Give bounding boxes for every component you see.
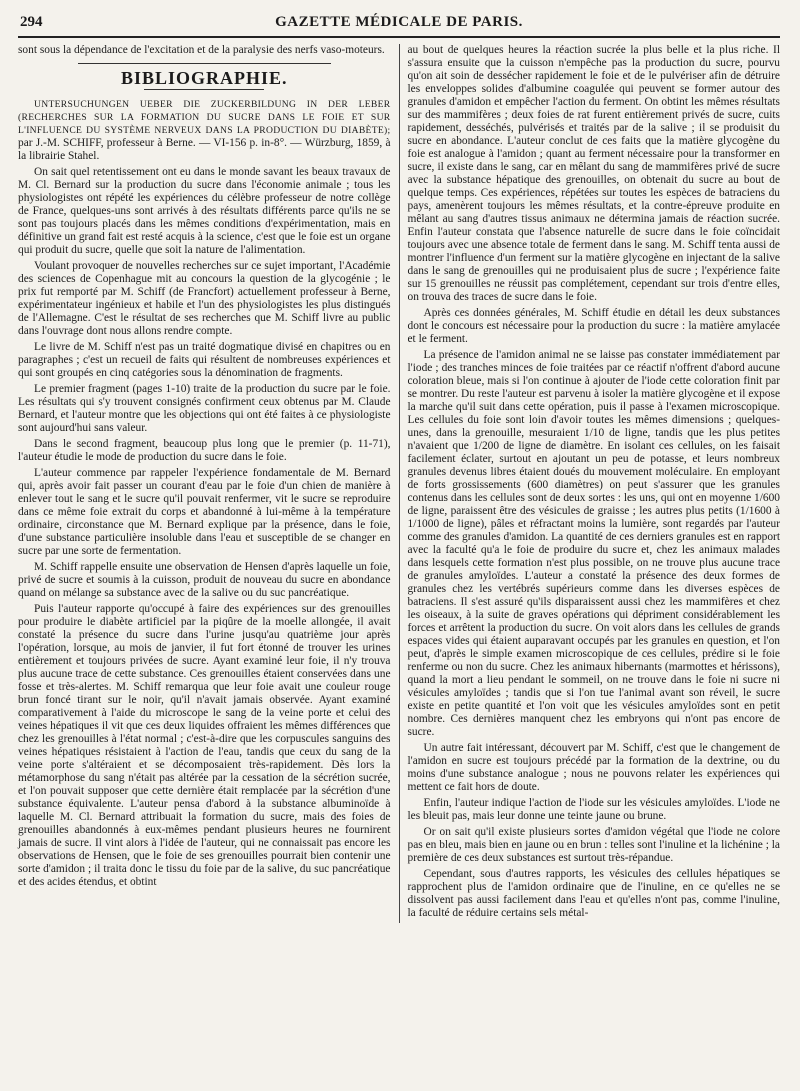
paragraph: On sait quel retentissement ont eu dans le monde savant les beaux travaux de M. Cl. Bernard sur la production du sucre dans l'économie animale ; tous les physiologistes ont répété les expériences du célèbre professeur de notre collège de France, quelques-uns sont arrivés à des résultats différents parce qu'ils ne se sont pas toujours placés dans les mêmes conditions d'expérimentation, mais en définitive un grand fait est resté acquis à la science, c'est que le foie est un organe qui produit du sucre, quelle que soit la nature de l'alimentation. <box>18 166 391 256</box>
paragraph: Un autre fait intéressant, découvert par M. Schiff, c'est que le changement de l'amidon en sucre est toujours précédé par la formation de la dextrine, ou du moins d'une substance analogue ; nous ne pouvons relater les expériences qui mettent ce fait hors de doute. <box>407 742 780 793</box>
citation-details: par J.-M. SCHIFF, professeur à Berne. — VI-156 p. in-8°. — Würzburg, 1859, à la librairie Stahel. <box>18 137 391 162</box>
paragraph: M. Schiff rappelle ensuite une observation de Hensen d'après laquelle un foie, privé de sucre et soumis à la cuisson, produit de nouveau du sucre en abondance quand on mélange sa substance avec de la salive ou du suc pancréatique. <box>18 561 391 599</box>
carry-over-text: sont sous la dépendance de l'excitation et de la paralysie des nerfs vaso-moteurs. <box>18 44 385 56</box>
paragraph: La présence de l'amidon animal ne se laisse pas constater immédiatement par l'iode ; des tranches minces de foie traitées par ce réactif n'offrent d'abord aucune coloration bleue, mais si l'on continue à ajouter de l'iode cette coloration finit par se montrer. Du reste l'auteur est parvenu à isoler la matière glycogène et il expose la marche qu'il suit dans cette opération, puis il passe à l'examen microscopique. Les cellules du foie sont loin d'avoir toutes les mêmes dimensions ; quelques-unes, dans la grenouille, mesuraient 1/10 de ligne, tandis que les plus petites n'avaient que 1/200 de ligne de diamètre. En isolant ces cellules, on les faisait facilement éclater, surtout en ajoutant un peu de potasse, et leurs nombreux granules devenus libres étaient doués du mouvement moléculaire. En employant de forts grossissements (600 diamètres) on peut s'assurer que les granules contenus dans les cellules sont de deux sortes : les uns, qui ont en moyenne 1/600 de ligne, paraissent être des vésicules de graisse ; les autres plus petits (1/1600 à 1/1000 de ligne), pâles et réfractant moins la lumière, sont regardés par l'auteur comme des granules d'amidon. La quantité de ces derniers granules est en rapport avec la faculté qu'a le foie de produire du sucre et, chez les animaux malades dans lesquels cette formation n'est plus possible, on ne trouve plus aucune trace de granules amyloïdes. L'auteur a constaté la présence des deux formes de granules chez les vertébrés supérieurs comme dans les diverses espèces de batraciens. Il s'est assuré qu'ils disparaissent aussi chez les mammifères et chez les oiseaux, à la suite de graves opérations qui dépriment considérablement les forces et arrêtent la production du sucre. On voit alors dans les cellules de grands espaces vides qui étaient auparavant occupés par les granules en question, et l'on peut, d'après le simple examen microscopique de ces cellules, prédire si le foie renferme ou non du sucre. Chez les animaux hibernants (marmottes et hérissons), quand la mort a lieu pendant le sommeil, on ne trouve dans le foie ni sucre ni vésicules amyloïdes ; tandis que si l'on tue l'animal avant son réveil, le sucre existe en petite quantité et l'on voit que les vésicules amyloïdes sont en petit nombre. Ces dernières manquent chez les embryons qui n'ont pas encore de sucre. <box>407 349 780 738</box>
paragraph: Cependant, sous d'autres rapports, les vésicules des cellules hépatiques se rapprochent plus de l'amidon ordinaire que de l'inuline, en ce qu'elles ne se dissolvent pas aussi facilement dans l'eau et qu'elles n'ont pas, comme l'inuline, la faculté de réduire certains sels métal- <box>407 868 780 919</box>
paragraph: Voulant provoquer de nouvelles recherches sur ce sujet important, l'Académie des sciences de Copenhague mit au concours la question de la glycogénie ; le prix fut remporté par M. Schiff (de Francfort) actuellement professeur à Berne, expérimentateur ingénieux et habile et l'un des physiologistes les plus distingués de l'Allemagne. C'est le résultat de ses recherches que M. Schiff livre au public dans l'ouvrage dont nous allons rendre compte. <box>18 260 391 337</box>
paragraph: Le premier fragment (pages 1-10) traite de la production du sucre par le foie. Les résultats qui s'y trouvent consignés confirment ceux obtenus par M. Claude Bernard, et l'auteur montre que les objections qui ont été faites à ce physiologiste sont aujourd'hui sans valeur. <box>18 383 391 434</box>
paragraph: Or on sait qu'il existe plusieurs sortes d'amidon végétal que l'iode ne colore pas en bleu, mais bien en jaune ou en brun : telles sont l'inuline et la lichénine ; la première de ces deux substances est surtout très-répandue. <box>407 826 780 864</box>
page-number: 294 <box>20 14 43 30</box>
page-header <box>18 12 780 38</box>
paragraph: Dans le second fragment, beaucoup plus long que le premier (p. 11-71), l'auteur étudie le mode de production du sucre dans le foie. <box>18 438 391 463</box>
left-column <box>18 44 399 923</box>
section-title: BIBLIOGRAPHIE. <box>120 68 288 88</box>
paragraph: Enfin, l'auteur indique l'action de l'iode sur les vésicules amyloïdes. L'iode ne les bleuit pas, mais leur donne une teinte jaune ou brune. <box>407 797 780 822</box>
title-underline <box>144 89 264 90</box>
paragraph: Après ces données générales, M. Schiff étudie en détail les deux substances dont le concours est nécessaire pour la production du sucre : la matière amylacée et le ferment. <box>407 307 780 345</box>
paragraph: au bout de quelques heures la réaction sucrée la plus belle et la plus riche. Il s'assura ensuite que la cuisson n'empêche pas la production du sucre, pourvu qu'on ait soin de dessécher rapidement le foie et de le pulvériser afin de détruire les enveloppes solides d'albumine coagulée qui peuvent se former autour des granules d'amidon et empêcher l'action du ferment. On obtint les mêmes résultats sur des mammifères ; deux foies de rat furent entièrement privés de sucre, cuits rapidement, desséchés, pulvérisés et traités par de la salive ; il se produisit du sucre en abondance. L'auteur conclut de ces faits que la matière glycogène du foie est analogue à l'amidon ; quant au ferment nécessaire pour la transformer en sucre, il existe dans le sang, car en mêlant du sang de mammifères privé de sucre avec la substance hépatique des grenouilles, on obtenait du sucre au bout de quelque temps. Ces expériences, répétées sur toutes les espèces de batraciens du pays, amenèrent toujours les mêmes résultats, et la contre-épreuve produite en mêlant au sang d'autres tissus animaux ne détermina jamais de réaction sucrée. Enfin l'auteur constata que l'absence naturelle de sucre dans le foie coïncidait toujours avec une absence totale de ferment dans le sang. M. Schiff tenta aussi de montrer l'influence d'un ferment sur la matière glycogène en injectant de la salive dans le sang de grenouilles qui ne produisaient plus de sucre ; l'expérience faite sur 15 grenouilles ne réussit pas complétement, cependant sur trois d'entre elles, on trouva des traces de sucre dans le foie. <box>407 44 780 303</box>
journal-title: GAZETTE MÉDICALE DE PARIS. <box>275 14 523 30</box>
separator-rule <box>78 63 331 64</box>
citation-title: UNTERSUCHUNGEN UEBER DIE ZUCKERBILDUNG IN DER LEBER (RECHERCHES SUR LA FORMATION DU SUCRE DANS LE FOIE ET SUR L'INFLUENCE DU SYSTÈME NERVEUX DANS LA PRODUCTION DU DIABÈTE); <box>18 99 391 136</box>
paragraph: L'auteur commence par rappeler l'expérience fondamentale de M. Bernard qui, après avoir fait passer un courant d'eau par le foie d'un chien de manière à enlever tout le sang et le sucre qu'il pouvait renfermer, vit le sucre se reproduire dans ce même foie extrait du corps et abandonné à lui-même à la température ordinaire, circonstance que M. Bernard explique par la présence, dans le foie, d'une substance particulière insoluble dans l'eau et susceptible de se changer en sucre par une sorte de fermentation. <box>18 467 391 557</box>
paragraph: Puis l'auteur rapporte qu'occupé à faire des expériences sur des grenouilles pour produire le diabète artificiel par la piqûre de la moelle allongée, il avait constaté la présence du sucre dans l'urine jusqu'au quatrième jour après l'opération, lorsque, au mois de janvier, il fut fort étonné de trouver les urines entièrement et toujours privées de sucre. Ayant examiné leur foie, il n'y trouva plus aucune trace de cette substance. Ces grenouilles étaient conservées dans une fosse et très-alertes. M. Schiff remarqua que leur foie avait une couleur rouge brun foncé tirant sur le noir, qu'il n'avait jamais observée. Ayant examiné comparativement à l'aide du microscope le sang de la veine porte et celui des veines hépatiques il vit que ces deux liquides offraient les mêmes différences que chez les grenouilles à l'état normal ; c'est-à-dire que les corpuscules sanguins des veines hépatiques résistaient à l'action de l'eau, tandis que ceux du sang de la veine porte s'altéraient et se décomposaient très-rapidement. Dès lors la métamorphose du sang n'était pas altérée par la cessation de la sécrétion sucrée, et l'on pouvait supposer que cette dernière était remplacée par la sécrétion d'une substance équivalente. L'auteur pensa d'abord à la substance albuminoïde à laquelle M. Cl. Bernard attribuait la formation du sucre, mais des foies de grenouilles abandonnés à eux-mêmes pendant plusieurs heures ne fournirent jamais de sucre. Il vint alors à l'idée de l'auteur, qui ne connaissait pas encore les observations de Hensen, que le foie de ses grenouilles pourrait bien contenir une sorte d'amidon ; il traita donc le tissu du foie par de la salive, du suc pancréatique et des acides étendus, et obtint <box>18 603 391 888</box>
right-column <box>399 44 781 923</box>
paragraph: Le livre de M. Schiff n'est pas un traité dogmatique divisé en chapitres ou en paragraphes ; c'est un recueil de faits qui résultent de nombreuses expériences et qui sont groupés en cinq catégories sous la dénomination de fragments. <box>18 341 391 379</box>
two-column-body <box>18 44 780 923</box>
book-citation <box>18 98 391 163</box>
